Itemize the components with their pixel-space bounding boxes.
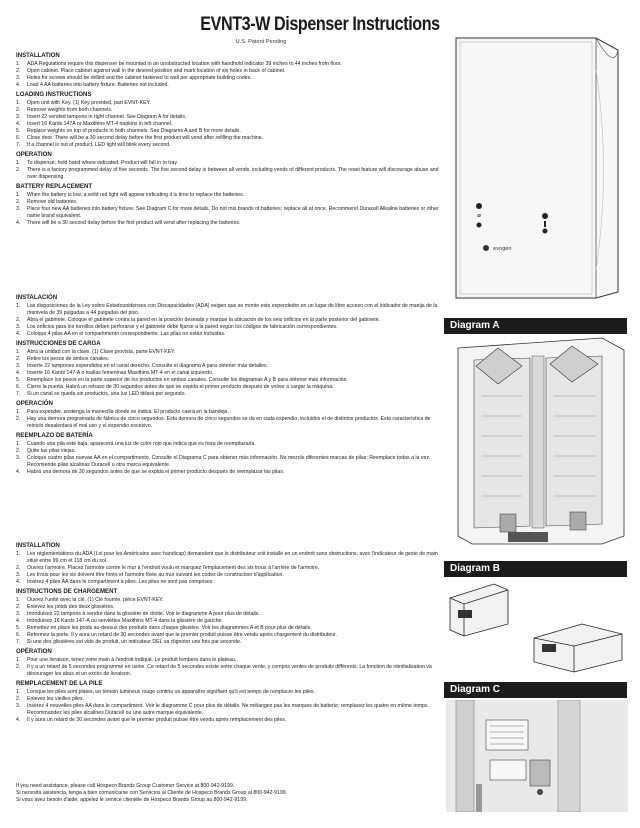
footer-line-french: Si vous avez besoin d'aide, appelez le service clientèle de Hospeco Brands Group au 800-942-9199.	[16, 797, 248, 804]
list-item	[16, 82, 444, 89]
list-item	[16, 142, 444, 149]
list-item-number: 1.	[16, 349, 21, 356]
en-list-4	[16, 192, 444, 227]
fr-list-2	[16, 597, 444, 645]
list-item	[16, 625, 444, 632]
en-heading-3: OPERATION	[16, 150, 52, 158]
list-item-number: 6.	[16, 134, 21, 141]
list-item-text: Insert 22 vended tampons in right channel. See Diagram A for details.	[27, 114, 187, 121]
list-item	[16, 199, 444, 206]
list-item	[16, 703, 444, 717]
list-item	[16, 107, 444, 114]
list-item	[16, 572, 444, 579]
list-item	[16, 135, 444, 142]
list-item-number: 1.	[16, 597, 21, 604]
list-item-text: Inserte 22 tampones expendidos en el canal derecho. Consulte el diagrama A para obtener más detalles.	[27, 363, 269, 370]
list-item-text: Inserte 16 Kards 147-A o toallas femeninas Maxithins MT-4 en el canal izquierdo.	[27, 370, 214, 377]
diagram-b-label: Diagram B	[444, 561, 627, 577]
list-item-text: If a channel is out of product, LED light will blink every second.	[27, 141, 171, 148]
list-item-text: Los orificios para los tornillos deben perforarse y el gabinete debe fijarse a la pared según los códigos de fabricación correspondientes.	[27, 324, 338, 331]
list-item-text: Les trous pour les vis doivent être forés et l'armoire fixée au mur suivant les codes de construction d'application.	[27, 572, 284, 579]
en-heading-4: BATTERY REPLACEMENT	[16, 182, 93, 190]
list-item-text: Retire los pesos de ambos canales.	[27, 356, 110, 363]
list-item-number: 4.	[16, 468, 21, 475]
list-item-number: 1.	[16, 441, 21, 448]
list-item-text: Replace weights on top of products in both channels. See Diagrams A and B for more details.	[27, 128, 241, 135]
es-heading-4: REEMPLAZO DE BATERÍA	[16, 431, 93, 439]
en-list-3	[16, 160, 444, 181]
list-item-number: 2.	[16, 356, 21, 363]
list-item	[16, 324, 444, 331]
dispenser-illustration	[446, 30, 626, 300]
list-item-text: Open unit with Key. (1) Key provided, part EVNT-KEY.	[27, 100, 151, 107]
list-item	[16, 114, 444, 121]
list-item-text: Abra la unidad con la clave. (1) Clave provista, parte EVNT-KEY.	[27, 349, 176, 356]
list-item-number: 3.	[16, 324, 21, 331]
list-item-number: 1.	[16, 303, 21, 310]
list-item-text: Load 4 AA batteries into battery fixture. Batteries not included.	[27, 82, 169, 89]
list-item	[16, 455, 444, 469]
list-item-number: 4.	[16, 618, 21, 625]
list-item	[16, 61, 444, 68]
diagram-b-illustration	[446, 580, 628, 675]
list-item-text: Enlevez les poids des deux glissières.	[27, 604, 115, 611]
es-list-3	[16, 409, 444, 430]
list-item	[16, 68, 444, 75]
spanish-instructions	[16, 292, 444, 476]
fr-list-3	[16, 657, 444, 678]
list-item-text: Holes for screws should be drilled and the cabinet fastened to wall per appropriate building codes.	[27, 75, 252, 82]
list-item-number: 2.	[16, 317, 21, 324]
list-item	[16, 632, 444, 639]
list-item-number: 2.	[16, 416, 21, 422]
list-item-number: 1.	[16, 192, 21, 199]
list-item-number: 1.	[16, 61, 21, 68]
list-item-text: Abra el gabinete. Coloque el gabinete contra la pared en la posición deseada y marque la ubicación de los seis orificios en la parte posterior del gabinete.	[27, 317, 380, 324]
weight-block-top	[450, 584, 508, 636]
list-item-number: 7.	[16, 390, 21, 397]
list-item	[16, 565, 444, 572]
page-subtitle: U.S. Patent Pending	[235, 39, 287, 45]
list-item-number: 4.	[16, 579, 21, 586]
list-item	[16, 604, 444, 611]
en-list-1	[16, 61, 444, 89]
list-item-text: Il y aura un retard de 30 secondes avant que le premier produit puisse être vendu après remplacement des piles.	[27, 716, 287, 723]
fr-list-1	[16, 551, 444, 586]
list-item	[16, 618, 444, 625]
list-item	[16, 611, 444, 618]
fr-list-4	[16, 689, 444, 724]
list-item-text: Hay una demora programada de fábrica de cinco segundos. Esta demora de cinco segundos se da en cada expendio, incluidos el de distintos productos. Esta característica de reinicio desalentará el mal uso y el expendio excesivo.	[27, 416, 431, 429]
list-item-number: 1.	[16, 160, 21, 167]
list-item	[16, 349, 444, 356]
list-item	[16, 664, 444, 678]
fr-heading-1: INSTALLATION	[16, 542, 60, 549]
list-item	[16, 317, 444, 324]
es-heading-2: INSTRUCCIONES DE CARGA	[16, 339, 101, 347]
list-item	[16, 356, 444, 363]
list-item	[16, 409, 444, 416]
list-item	[16, 579, 444, 586]
list-item-number: 2.	[16, 565, 21, 572]
list-item-text: Quite las pilas viejas.	[27, 448, 76, 455]
list-item	[16, 448, 444, 455]
list-item	[16, 206, 444, 220]
list-item-text: Si un canal se queda sin productos, una luz LED titilará por segundo.	[27, 390, 186, 397]
list-item	[16, 551, 444, 565]
list-item-number: 3.	[16, 75, 21, 82]
list-item	[16, 441, 444, 448]
list-item-number: 2.	[16, 199, 21, 206]
list-item	[16, 303, 444, 317]
footer-contact	[16, 783, 446, 805]
list-item-number: 7.	[16, 638, 21, 645]
list-item-number: 4.	[16, 370, 21, 377]
list-item-text: Refermez la porte. Il y aura un retard de 30 secondes avant que le premier produit puisse être vendu après chargement du distributeur.	[27, 631, 337, 638]
list-item	[16, 377, 444, 384]
list-item	[16, 689, 444, 696]
list-item	[16, 416, 444, 430]
list-item-number: 7.	[16, 141, 21, 148]
list-item-text: ADA Regulations require this dispenser be mounted in an unobstructed location with handhold indicator 39 inches to 44 inches from floor.	[27, 61, 342, 68]
list-item-text: Lorsque les piles sont plates, un témoin lumineux rouge continu va apparaître signifiant qu'il est temps de remplacer les piles.	[27, 689, 315, 696]
list-item-text: Remove weights from both channels.	[27, 107, 113, 114]
es-heading-1: INSTALACIÓN	[16, 294, 58, 301]
list-item-text: Remettez en place les poids au-dessus des produits dans chaque glissière. Voir les diagrammes A et B pour plus de détails.	[27, 624, 312, 631]
fr-heading-2: INSTRUCTIONS DE CHARGEMENT	[16, 587, 118, 595]
list-item-text: Ouvrez l'unité avec la clé. (1) Clé fournie, pièce EVNT-KEY.	[27, 597, 164, 604]
list-item-number: 4.	[16, 219, 21, 226]
list-item-text: Reemplace los pesos en la parte superior de los productos en ambos canales. Consulte los diagramas A y B para obtener más información.	[27, 376, 348, 383]
list-item-text: Si une des glissières est vide de produit, un indicateur DEL va clignoter une fois par seconde.	[27, 638, 242, 645]
list-item-number: 2.	[16, 664, 21, 670]
list-item-text: Les réglementations du ADA (Loi pour les Américains avec handicap) demandent que le distributeur soit installé en un endroit sans obstructions, avec l'indicateur de geste de main situé entre 99 cm et 118 cm du sol.	[27, 551, 438, 565]
diagram-a-label: Diagram A	[444, 318, 627, 334]
list-item-number: 4.	[16, 716, 21, 723]
list-item-text: Insérez 4 nouvelles piles AA dans le compartiment. Voir le diagramme C pour plus de détails. Ne mélangez pas les marques de batterie; remplacez les quatre en même temps. Recommandez les piles alcalines Duracell ou une autre marque équivalente.	[27, 703, 429, 716]
list-item	[16, 370, 444, 377]
es-list-2	[16, 349, 444, 397]
list-item-text: Para expender, sostenga la manecilla donde se indica. El producto caerá en la bandeja.	[27, 409, 229, 416]
list-item-number: 3.	[16, 611, 21, 618]
list-item	[16, 192, 444, 199]
list-item-number: 6.	[16, 631, 21, 638]
list-item	[16, 363, 444, 370]
list-item	[16, 160, 444, 167]
list-item	[16, 391, 444, 398]
list-item-text: When the battery is low, a solid red light will appear indicating it is time to replace the batteries.	[27, 192, 245, 199]
page-title: EVNT3-W Dispenser Instructions	[200, 14, 440, 35]
list-item-text: To dispense, hold hand where indicated. Product will fall in to tray.	[27, 160, 179, 167]
list-item-number: 2.	[16, 107, 21, 114]
diagram-c-label: Diagram C	[444, 682, 627, 698]
list-item	[16, 167, 444, 181]
list-item-text: Cierre la puerta. Habrá un retraso de 30 segundos antes de que se expida el primer producto después de volver a cargar la máquina.	[27, 383, 334, 390]
list-item-text: Pour une livraison, tenez votre main à l'endroit indiqué. Le produit tombera dans le plateau.	[27, 657, 237, 664]
list-item-number: 6.	[16, 383, 21, 390]
list-item-text: Cuando una pila esté baja, aparecerá una luz de color rojo que indica que es hora de reemplazarla.	[27, 441, 256, 448]
es-heading-3: OPERACIÓN	[16, 399, 53, 407]
es-list-1	[16, 303, 444, 338]
weight-block-bottom	[534, 624, 622, 672]
list-item-number: 5.	[16, 624, 21, 631]
list-item-number: 1.	[16, 409, 21, 416]
list-item-number: 2.	[16, 68, 21, 75]
list-item-text: Coloque cuatro pilas nuevas AA en el compartimento. Consulte el Diagrama C para obtener más información. No mezcle diferentes marcas de pilas; Reemplace todas a la vez. Recomiende pilas alcalinas Duracell u otra marca equivalente.	[27, 455, 431, 468]
list-item-number: 3.	[16, 363, 21, 370]
list-item-text: Las disposiciones de la Ley sobre Estadounidenses con Discapacidades (ADA) exigen que se monte este expendedor en un lugar de libre acceso con el indicador de manija de la manivela de 39 pulgadas a 44 pulgadas del piso.	[27, 303, 438, 317]
footer-line-english: If you need assistance, please call Hospeco Brands Group Customer Service at 800-942-9199.	[16, 783, 235, 789]
list-item-number: 5.	[16, 128, 21, 135]
list-item-text: Enlevez les vieilles piles.	[27, 696, 85, 703]
list-item	[16, 75, 444, 82]
list-item	[16, 121, 444, 128]
list-item	[16, 100, 444, 107]
list-item-number: 3.	[16, 206, 21, 213]
list-item-text: Ouvrez l'armoire. Placez l'armoire contre le mur à l'endroit voulu et marquez l'emplacement des six trous à l'arrière de l'armoire.	[27, 565, 320, 572]
list-item-number: 4.	[16, 331, 21, 338]
list-item	[16, 639, 444, 646]
list-item-text: Introduisez 22 tampons à vendre dans la glissière de droite. Voir le diagramme A pour plus de détails.	[27, 611, 260, 618]
fr-heading-4: REMPLACEMENT DE LA PILE	[16, 679, 103, 687]
fr-heading-3: OPÉRATION	[16, 647, 52, 655]
english-instructions	[16, 50, 444, 227]
en-heading-2: LOADING INSTRUCTIONS	[16, 91, 92, 99]
list-item	[16, 384, 444, 391]
list-item-number: 4.	[16, 82, 21, 89]
list-item-number: 2.	[16, 167, 21, 174]
footer-line-spanish: Si necesita asistencia, tenga a bien comunicarse con Servicios al Cliente de Hospeco Brands Group al 800-942-9199.	[16, 790, 288, 797]
list-item-number: 3.	[16, 572, 21, 579]
list-item-text: There is a factory programmed delay of five seconds. The five second delay is between all vends, including vends of different products. The reset feature will discourage abuse and over dispensing.	[27, 167, 439, 180]
list-item-text: There will be a 30 second delay before the first product will vend after replacing the batteries.	[27, 219, 241, 226]
list-item-number: 5.	[16, 376, 21, 383]
list-item-number: 2.	[16, 604, 21, 611]
diagram-a-illustration	[452, 336, 632, 551]
list-item	[16, 220, 444, 227]
list-item-text: Coloque 4 pilas AA en el compartimento correspondiente. Las pilas no están incluidas.	[27, 331, 226, 338]
en-list-2	[16, 100, 444, 148]
list-item	[16, 128, 444, 135]
list-item-text: Remove old batteries.	[27, 199, 78, 206]
list-item-text: Place four new AA batteries into battery fixture. See Diagram C for more details. Do not mix brands of batteries; replace all at once. Recommend Duracell Alkaline batteries or other name brand equivalent.	[27, 206, 439, 220]
list-item-number: 2.	[16, 696, 21, 703]
list-item-number: 1.	[16, 100, 21, 107]
list-item-number: 4.	[16, 121, 21, 128]
list-item-number: 1.	[16, 689, 21, 696]
list-item	[16, 597, 444, 604]
list-item-text: Insert 16 Kards 147A or Maxithins MT-4 napkins in left channel.	[27, 121, 173, 128]
list-item-number: 1.	[16, 657, 21, 664]
list-item-number: 3.	[16, 455, 21, 462]
list-item	[16, 331, 444, 338]
es-list-4	[16, 441, 444, 476]
brand-text: evogen	[493, 246, 512, 252]
list-item	[16, 696, 444, 703]
list-item-text: Il y a un retard de 5 secondes programmé en usine. Ce retard de 5 secondes existe entre chaque vente, y compris ventes de produits différents. La fonction de réinitialisation va décourager les abus et un excès de livraison.	[27, 664, 432, 677]
list-item	[16, 717, 444, 724]
list-item-number: 3.	[16, 114, 21, 121]
en-heading-1: INSTALLATION	[16, 52, 60, 59]
list-item-number: 1.	[16, 551, 21, 558]
svg-text:⌀: ⌀	[477, 212, 481, 219]
list-item-text: Close door. There will be a 30 second delay before the first product will vend after refilling the machine.	[27, 134, 264, 141]
list-item-number: 3.	[16, 703, 21, 710]
list-item-text: Open cabinet. Place cabinet against wall in the desired position and mark location of six holes in back of cabinet.	[27, 68, 286, 75]
diagram-c-illustration	[446, 700, 628, 812]
french-instructions	[16, 540, 444, 724]
list-item-text: Introduisez 16 Kards 147-A ou serviettes Maxithins MT-4 dans la glissière de gauche.	[27, 618, 223, 625]
list-item-number: 2.	[16, 448, 21, 455]
list-item	[16, 657, 444, 664]
list-item-text: Habrá una demora de 30 segundos antes de que se expida el primer producto después de reemplazar las pilas.	[27, 468, 285, 475]
list-item	[16, 469, 444, 476]
list-item-text: Insérez 4 piles AA dans le compartiment à piles. Les piles ne sont pas comprises.	[27, 579, 214, 586]
